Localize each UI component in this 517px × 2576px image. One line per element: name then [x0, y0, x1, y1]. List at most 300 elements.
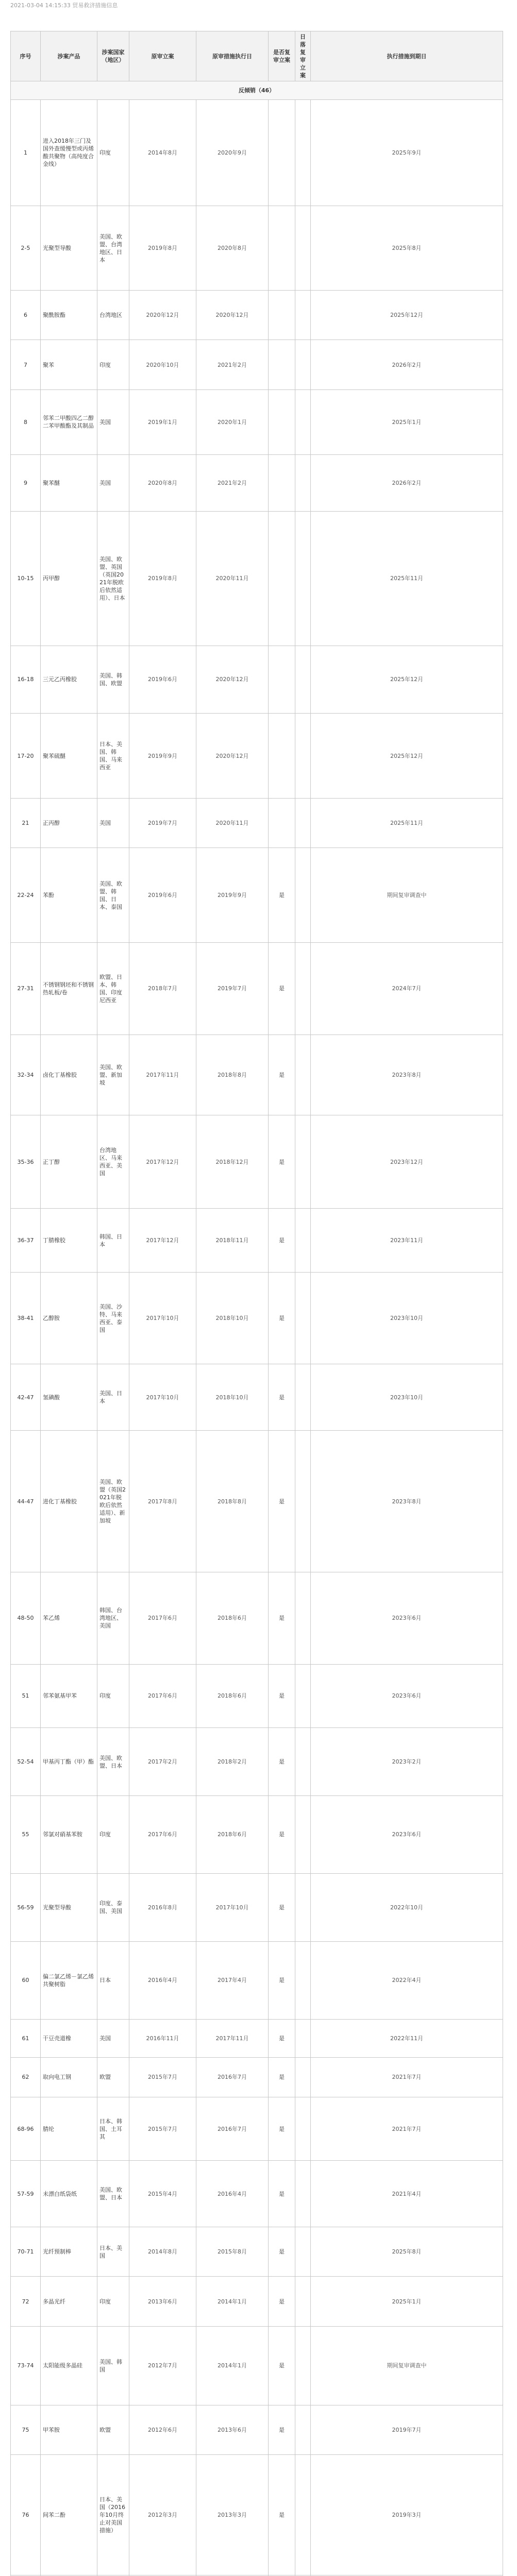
cell-measure-date: 2017年11月 — [196, 2019, 269, 2057]
cell-sunset — [295, 799, 311, 848]
cell-review-flag — [269, 99, 295, 206]
cell-sunset — [295, 1873, 311, 1941]
table-row — [11, 1728, 503, 1796]
table-body — [11, 81, 503, 2576]
cell-measure-date: 2014年1月 — [196, 2326, 269, 2405]
cell-review-flag: 是 — [269, 2019, 295, 2057]
cell-review-flag — [269, 799, 295, 848]
cell-sunset — [295, 646, 311, 714]
cell-sunset — [295, 2405, 311, 2455]
cell-filing-date: 2019年7月 — [129, 799, 196, 848]
cell-no: 56-59 — [11, 1873, 41, 1941]
cell-expiry: 2024年7月 — [311, 943, 503, 1035]
cell-country: 欧盟 — [97, 2405, 129, 2455]
cell-measure-date: 2013年3月 — [196, 2455, 269, 2575]
cell-sunset — [295, 1115, 311, 1209]
cell-filing-date: 2012年3月 — [129, 2455, 196, 2575]
cell-measure-date: 2015年8月 — [196, 2227, 269, 2277]
cell-product: 邻苯二甲酸四乙二醇二苯甲酸酯及其制品 — [41, 389, 97, 454]
cell-no: 75 — [11, 2405, 41, 2455]
cell-measure-date: 2017年4月 — [196, 1941, 269, 2019]
cell-sunset — [295, 389, 311, 454]
cell-review-flag: 是 — [269, 943, 295, 1035]
cell-sunset — [295, 2277, 311, 2326]
col-header-no: 序号 — [11, 31, 41, 81]
cell-no: 62 — [11, 2057, 41, 2097]
cell-product: 乙醇胺 — [41, 1272, 97, 1364]
cell-product: 未漂白纸袋纸 — [41, 2161, 97, 2227]
cell-review-flag: 是 — [269, 2277, 295, 2326]
table-row — [11, 389, 503, 454]
cell-no: 8 — [11, 389, 41, 454]
cell-no: 6 — [11, 291, 41, 340]
cell-sunset — [295, 714, 311, 799]
cell-no: 17-20 — [11, 714, 41, 799]
col-header-measure: 原审措施执行日 — [196, 31, 269, 81]
cell-no: 10-15 — [11, 511, 41, 646]
cell-country: 美国、欧盟、日本 — [97, 1728, 129, 1796]
cell-sunset — [295, 1795, 311, 1873]
table-header-row — [11, 31, 503, 81]
cell-review-flag: 是 — [269, 2097, 295, 2161]
cell-product: 光纤预制棒 — [41, 2227, 97, 2277]
cell-product: 干豆壳道橡 — [41, 2019, 97, 2057]
col-header-product: 涉案产品 — [41, 31, 97, 81]
cell-measure-date: 2021年2月 — [196, 340, 269, 389]
table-row — [11, 1209, 503, 1273]
cell-product: 聚酰胺酯 — [41, 291, 97, 340]
table-row — [11, 2161, 503, 2227]
cell-expiry: 2023年10月 — [311, 1272, 503, 1364]
table-row — [11, 2326, 503, 2405]
cell-no: 68-96 — [11, 2097, 41, 2161]
cell-no: 76 — [11, 2455, 41, 2575]
cell-no: 60 — [11, 1941, 41, 2019]
cell-filing-date: 2016年11月 — [129, 2019, 196, 2057]
cell-review-flag — [269, 389, 295, 454]
cell-product: 进入2018年三门及国外查缓慢型或丙烯酸共聚物（高纯度合金线） — [41, 99, 97, 206]
cell-filing-date: 2017年12月 — [129, 1209, 196, 1273]
table-row — [11, 2019, 503, 2057]
table-row — [11, 848, 503, 943]
cell-filing-date: 2017年11月 — [129, 1035, 196, 1115]
cell-filing-date: 2015年7月 — [129, 2097, 196, 2161]
cell-expiry: 2026年2月 — [311, 340, 503, 389]
cell-measure-date: 2017年10月 — [196, 1873, 269, 1941]
cell-sunset — [295, 1572, 311, 1664]
cell-measure-date: 2018年6月 — [196, 1795, 269, 1873]
table-row — [11, 799, 503, 848]
cell-no: 38-41 — [11, 1272, 41, 1364]
table-row — [11, 714, 503, 799]
cell-expiry: 2022年11月 — [311, 2019, 503, 2057]
cell-country: 美国、韩国、欧盟 — [97, 646, 129, 714]
cell-product: 甲苯胺 — [41, 2405, 97, 2455]
cell-sunset — [295, 2097, 311, 2161]
cell-measure-date: 2018年8月 — [196, 1431, 269, 1572]
cell-filing-date: 2019年9月 — [129, 714, 196, 799]
cell-expiry: 2021年7月 — [311, 2057, 503, 2097]
cell-measure-date: 2018年6月 — [196, 1572, 269, 1664]
cell-filing-date: 2019年6月 — [129, 646, 196, 714]
cell-expiry: 2023年8月 — [311, 1035, 503, 1115]
cell-expiry: 2021年4月 — [311, 2161, 503, 2227]
cell-filing-date: 2014年8月 — [129, 99, 196, 206]
table-row — [11, 99, 503, 206]
cell-filing-date: 2019年8月 — [129, 206, 196, 291]
cell-review-flag: 是 — [269, 2227, 295, 2277]
cell-measure-date: 2018年12月 — [196, 1115, 269, 1209]
cell-review-flag: 是 — [269, 1364, 295, 1431]
cell-review-flag — [269, 340, 295, 389]
cell-measure-date: 2020年11月 — [196, 799, 269, 848]
cell-expiry: 2025年8月 — [311, 206, 503, 291]
cell-no: 35-36 — [11, 1115, 41, 1209]
cell-measure-date: 2020年12月 — [196, 646, 269, 714]
cell-expiry: 2021年7月 — [311, 2097, 503, 2161]
cell-product: 甲基丙丁酯（甲）酯 — [41, 1728, 97, 1796]
table-row — [11, 454, 503, 511]
cell-no: 21 — [11, 799, 41, 848]
cell-no: 22-24 — [11, 848, 41, 943]
cell-expiry: 2025年11月 — [311, 511, 503, 646]
cell-sunset — [295, 2227, 311, 2277]
cell-measure-date: 2020年1月 — [196, 389, 269, 454]
cell-review-flag: 是 — [269, 2326, 295, 2405]
cell-product: 苯乙烯 — [41, 1572, 97, 1664]
cell-country: 美国、欧盟、英国（英国2021年脱欧后依然适用）、日本 — [97, 511, 129, 646]
cell-filing-date: 2020年10月 — [129, 340, 196, 389]
cell-expiry: 2025年8月 — [311, 2227, 503, 2277]
cell-filing-date: 2013年6月 — [129, 2277, 196, 2326]
cell-country: 美国、欧盟、新加坡 — [97, 1035, 129, 1115]
cell-product: 取向电工钢 — [41, 2057, 97, 2097]
cell-filing-date: 2017年2月 — [129, 1728, 196, 1796]
cell-expiry: 2023年2月 — [311, 1728, 503, 1796]
cell-filing-date: 2015年4月 — [129, 2161, 196, 2227]
cell-sunset — [295, 1035, 311, 1115]
cell-country: 印度 — [97, 1664, 129, 1728]
cell-sunset — [295, 511, 311, 646]
cell-filing-date: 2017年8月 — [129, 1431, 196, 1572]
cell-country: 美国、韩国 — [97, 2326, 129, 2405]
cell-review-flag: 是 — [269, 848, 295, 943]
cell-product: 卤化丁基橡胶 — [41, 1035, 97, 1115]
cell-product: 丁腈橡胶 — [41, 1209, 97, 1273]
cell-sunset — [295, 2019, 311, 2057]
cell-review-flag: 是 — [269, 1572, 295, 1664]
table-row — [11, 1431, 503, 1572]
cell-country: 美国、欧盟、日本 — [97, 2161, 129, 2227]
table-row — [11, 1873, 503, 1941]
cell-country: 日本、美国 — [97, 2227, 129, 2277]
cell-measure-date: 2016年4月 — [196, 2161, 269, 2227]
cell-product: 进化丁基橡胶 — [41, 1431, 97, 1572]
cell-country: 日本、韩国、土耳其 — [97, 2097, 129, 2161]
table-row — [11, 1664, 503, 1728]
table-row — [11, 2227, 503, 2277]
cell-country: 印度 — [97, 2277, 129, 2326]
cell-review-flag — [269, 511, 295, 646]
cell-expiry: 2025年9月 — [311, 99, 503, 206]
cell-filing-date: 2017年10月 — [129, 1272, 196, 1364]
cell-filing-date: 2020年12月 — [129, 291, 196, 340]
col-header-sunset: 日落复审立案 — [295, 31, 311, 81]
table-row — [11, 1115, 503, 1209]
cell-no: 16-18 — [11, 646, 41, 714]
cell-country: 欧盟、日本、韩国、印度尼西亚 — [97, 943, 129, 1035]
cell-filing-date: 2020年8月 — [129, 454, 196, 511]
table-row — [11, 1364, 503, 1431]
cell-sunset — [295, 1364, 311, 1431]
cell-product: 聚苯 — [41, 340, 97, 389]
cell-expiry: 2025年12月 — [311, 646, 503, 714]
cell-expiry: 2025年1月 — [311, 2277, 503, 2326]
cell-expiry: 2022年10月 — [311, 1873, 503, 1941]
cell-expiry: 2025年1月 — [311, 389, 503, 454]
cell-product: 三元乙丙橡胶 — [41, 646, 97, 714]
cell-no: 9 — [11, 454, 41, 511]
cell-filing-date: 2017年12月 — [129, 1115, 196, 1209]
cell-measure-date: 2019年9月 — [196, 848, 269, 943]
cell-product: 丙甲醇 — [41, 511, 97, 646]
table-row — [11, 1572, 503, 1664]
cell-review-flag: 是 — [269, 2161, 295, 2227]
cell-product: 多晶光纤 — [41, 2277, 97, 2326]
cell-expiry: 2025年12月 — [311, 714, 503, 799]
cell-country: 欧盟 — [97, 2057, 129, 2097]
cell-country: 日本、美国、韩国、马来西亚 — [97, 714, 129, 799]
cell-review-flag — [269, 206, 295, 291]
cell-no: 44-47 — [11, 1431, 41, 1572]
cell-filing-date: 2019年6月 — [129, 848, 196, 943]
cell-country: 韩国、日本 — [97, 1209, 129, 1273]
cell-expiry: 期间复审调查中 — [311, 2326, 503, 2405]
cell-product: 太阳能级多晶硅 — [41, 2326, 97, 2405]
table-row — [11, 1035, 503, 1115]
cell-review-flag — [269, 714, 295, 799]
cell-product: 正丙醇 — [41, 799, 97, 848]
cell-product: 光聚型导酸 — [41, 1873, 97, 1941]
table-row — [11, 291, 503, 340]
cell-expiry: 2023年6月 — [311, 1664, 503, 1728]
cell-no: 7 — [11, 340, 41, 389]
cell-sunset — [295, 848, 311, 943]
cell-expiry: 2019年3月 — [311, 2455, 503, 2575]
cell-expiry: 2026年2月 — [311, 454, 503, 511]
cell-expiry: 2023年6月 — [311, 1572, 503, 1664]
cell-product: 不锈钢钢坯和不锈钢热轧板/卷 — [41, 943, 97, 1035]
table-row — [11, 1941, 503, 2019]
cell-no: 57-59 — [11, 2161, 41, 2227]
cell-sunset — [295, 2326, 311, 2405]
page-timestamp-header: 2021-03-04 14:15:33 贸易救济措施信息 — [10, 2, 118, 9]
cell-sunset — [295, 340, 311, 389]
cell-filing-date: 2016年4月 — [129, 1941, 196, 2019]
cell-expiry: 2022年4月 — [311, 1941, 503, 2019]
cell-no: 73-74 — [11, 2326, 41, 2405]
table-row — [11, 1272, 503, 1364]
cell-country: 美国、欧盟（英国2021年脱欧后依然适用）、新加坡 — [97, 1431, 129, 1572]
cell-measure-date: 2018年10月 — [196, 1364, 269, 1431]
cell-product: 腈纶 — [41, 2097, 97, 2161]
cell-sunset — [295, 1431, 311, 1572]
cell-measure-date: 2020年12月 — [196, 714, 269, 799]
cell-no: 70-71 — [11, 2227, 41, 2277]
cell-review-flag: 是 — [269, 1035, 295, 1115]
table-row — [11, 511, 503, 646]
cell-no: 32-34 — [11, 1035, 41, 1115]
cell-review-flag: 是 — [269, 1664, 295, 1728]
cell-review-flag — [269, 291, 295, 340]
table-row — [11, 2057, 503, 2097]
cell-filing-date: 2014年8月 — [129, 2227, 196, 2277]
cell-product: 偏二氯乙烯－氯乙烯共聚树脂 — [41, 1941, 97, 2019]
cell-no: 2-5 — [11, 206, 41, 291]
cell-expiry: 2023年8月 — [311, 1431, 503, 1572]
cell-country: 美国 — [97, 2019, 129, 2057]
cell-filing-date: 2019年1月 — [129, 389, 196, 454]
cell-country: 美国、沙特、马来西亚、泰国 — [97, 1272, 129, 1364]
cell-no: 36-37 — [11, 1209, 41, 1273]
cell-measure-date: 2016年7月 — [196, 2057, 269, 2097]
table-row — [11, 1795, 503, 1873]
cell-product: 聚苯硫醚 — [41, 714, 97, 799]
cell-product: 邻氯对硝基苯胺 — [41, 1795, 97, 1873]
cell-review-flag — [269, 646, 295, 714]
cell-country: 美国、欧盟、台湾地区、日本 — [97, 206, 129, 291]
cell-country: 美国、欧盟、韩国、日本、泰国 — [97, 848, 129, 943]
cell-review-flag: 是 — [269, 1795, 295, 1873]
cell-filing-date: 2012年6月 — [129, 2405, 196, 2455]
cell-sunset — [295, 2161, 311, 2227]
cell-product: 聚苯醚 — [41, 454, 97, 511]
cell-sunset — [295, 206, 311, 291]
table-row — [11, 943, 503, 1035]
cell-country: 日本 — [97, 1941, 129, 2019]
cell-filing-date: 2016年8月 — [129, 1873, 196, 1941]
table-row — [11, 340, 503, 389]
cell-product: 光聚型导酸 — [41, 206, 97, 291]
section-title: 反倾销（46） — [11, 81, 503, 100]
cell-no: 61 — [11, 2019, 41, 2057]
cell-measure-date: 2018年8月 — [196, 1035, 269, 1115]
cell-filing-date: 2018年7月 — [129, 943, 196, 1035]
cell-filing-date: 2017年6月 — [129, 1572, 196, 1664]
cell-measure-date: 2018年11月 — [196, 1209, 269, 1273]
cell-filing-date: 2015年7月 — [129, 2057, 196, 2097]
cell-filing-date: 2019年8月 — [129, 511, 196, 646]
cell-review-flag: 是 — [269, 1873, 295, 1941]
cell-measure-date: 2019年7月 — [196, 943, 269, 1035]
cell-expiry: 2025年11月 — [311, 799, 503, 848]
cell-review-flag: 是 — [269, 1209, 295, 1273]
cell-country: 台湾地区 — [97, 291, 129, 340]
cell-review-flag — [269, 454, 295, 511]
cell-sunset — [295, 1209, 311, 1273]
col-header-expiry: 执行措施到期日 — [311, 31, 503, 81]
cell-product: 氢碘酸 — [41, 1364, 97, 1431]
cell-no: 42-47 — [11, 1364, 41, 1431]
cell-country: 美国、日本 — [97, 1364, 129, 1431]
cell-expiry: 2023年11月 — [311, 1209, 503, 1273]
cell-measure-date: 2014年1月 — [196, 2277, 269, 2326]
cell-country: 印度 — [97, 1795, 129, 1873]
cell-filing-date: 2012年7月 — [129, 2326, 196, 2405]
cell-country: 美国 — [97, 389, 129, 454]
cell-review-flag: 是 — [269, 2455, 295, 2575]
cell-measure-date: 2020年8月 — [196, 206, 269, 291]
cell-sunset — [295, 291, 311, 340]
cell-measure-date: 2018年10月 — [196, 1272, 269, 1364]
table-row — [11, 646, 503, 714]
cell-review-flag: 是 — [269, 1115, 295, 1209]
cell-review-flag: 是 — [269, 2057, 295, 2097]
cell-sunset — [295, 99, 311, 206]
col-header-filing: 原审立案 — [129, 31, 196, 81]
cell-country: 日本、美国（2016年10月终止对美国措施） — [97, 2455, 129, 2575]
cell-sunset — [295, 2057, 311, 2097]
cell-no: 55 — [11, 1795, 41, 1873]
cell-country: 韩国、台湾地区、美国 — [97, 1572, 129, 1664]
cell-measure-date: 2018年2月 — [196, 1728, 269, 1796]
cell-measure-date: 2020年11月 — [196, 511, 269, 646]
cell-sunset — [295, 1272, 311, 1364]
cell-review-flag: 是 — [269, 1431, 295, 1572]
cell-expiry: 2023年12月 — [311, 1115, 503, 1209]
cell-sunset — [295, 454, 311, 511]
col-header-country: 涉案国家（地区） — [97, 31, 129, 81]
cell-sunset — [295, 2455, 311, 2575]
cell-expiry: 期间复审调查中 — [311, 848, 503, 943]
cell-sunset — [295, 1728, 311, 1796]
table-row — [11, 206, 503, 291]
cell-expiry: 2023年10月 — [311, 1364, 503, 1431]
cell-measure-date: 2013年6月 — [196, 2405, 269, 2455]
cell-no: 52-54 — [11, 1728, 41, 1796]
cell-filing-date: 2017年6月 — [129, 1795, 196, 1873]
cell-measure-date: 2020年12月 — [196, 291, 269, 340]
cell-no: 1 — [11, 99, 41, 206]
cell-no: 72 — [11, 2277, 41, 2326]
cell-measure-date: 2021年2月 — [196, 454, 269, 511]
cell-country: 印度、泰国、美国 — [97, 1873, 129, 1941]
cell-product: 苯酚 — [41, 848, 97, 943]
cell-expiry: 2019年7月 — [311, 2405, 503, 2455]
cell-measure-date: 2020年9月 — [196, 99, 269, 206]
cell-expiry: 2025年12月 — [311, 291, 503, 340]
table-row — [11, 2277, 503, 2326]
cell-country: 美国 — [97, 454, 129, 511]
cell-review-flag: 是 — [269, 2405, 295, 2455]
cell-country: 印度 — [97, 99, 129, 206]
trade-remedy-table — [10, 31, 503, 2576]
table-row — [11, 2405, 503, 2455]
col-header-review: 是否复审立案 — [269, 31, 295, 81]
cell-review-flag: 是 — [269, 1941, 295, 2019]
cell-country: 台湾地区、马来西亚、美国 — [97, 1115, 129, 1209]
cell-filing-date: 2017年10月 — [129, 1364, 196, 1431]
cell-sunset — [295, 1664, 311, 1728]
section-header-row — [11, 81, 503, 100]
cell-product: 正丁醇 — [41, 1115, 97, 1209]
cell-review-flag: 是 — [269, 1728, 295, 1796]
cell-filing-date: 2017年6月 — [129, 1664, 196, 1728]
cell-country: 美国 — [97, 799, 129, 848]
cell-no: 27-31 — [11, 943, 41, 1035]
cell-no: 51 — [11, 1664, 41, 1728]
cell-sunset — [295, 943, 311, 1035]
